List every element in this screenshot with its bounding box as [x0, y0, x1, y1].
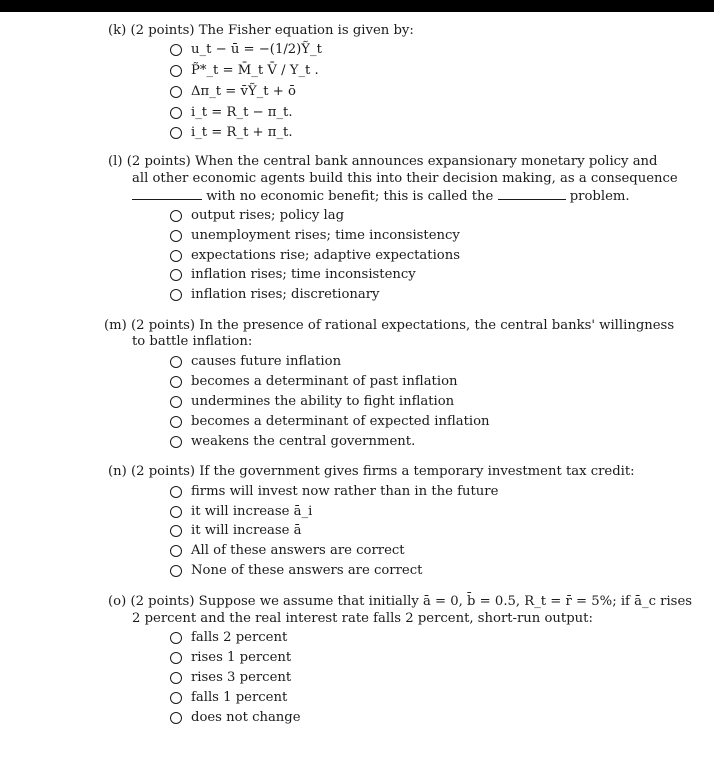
radio-button[interactable] — [170, 65, 182, 77]
radio-button[interactable] — [170, 44, 182, 56]
option-label: i_t = R_t + π_t. — [191, 125, 293, 140]
fill-blank — [132, 187, 202, 200]
option-label: output rises; policy lag — [191, 208, 345, 223]
option-l-5[interactable] — [170, 286, 380, 303]
radio-button[interactable] — [170, 86, 182, 98]
radio-button[interactable] — [170, 250, 182, 262]
option-m-5[interactable] — [170, 433, 415, 450]
option-n-4[interactable] — [170, 542, 405, 559]
option-k-4[interactable] — [170, 104, 293, 121]
option-label: unemployment rises; time inconsistency — [191, 228, 460, 243]
option-l-4[interactable] — [170, 266, 416, 283]
radio-button[interactable] — [170, 107, 182, 119]
question-text-cont — [132, 187, 630, 205]
option-o-5[interactable] — [170, 709, 301, 726]
radio-button[interactable] — [170, 230, 182, 242]
option-label: P̃*_t = M̄_t V̄ / Y_t . — [191, 63, 319, 78]
question-label: (n) — [108, 464, 127, 479]
option-label: it will increase ā_i — [191, 504, 313, 519]
option-n-5[interactable] — [170, 562, 422, 579]
option-label: weakens the central government. — [191, 434, 416, 449]
option-l-2[interactable] — [170, 227, 460, 244]
option-label: u_t − ū = −(1/2)Ỹ_t — [191, 42, 322, 57]
radio-button[interactable] — [170, 289, 182, 301]
option-label: rises 3 percent — [191, 670, 292, 685]
radio-button[interactable] — [170, 127, 182, 139]
option-label: causes future inflation — [191, 354, 342, 369]
option-label: rises 1 percent — [191, 650, 292, 665]
option-o-3[interactable] — [170, 669, 291, 686]
option-n-2[interactable] — [170, 503, 312, 520]
option-label: inflation rises; time inconsistency — [191, 267, 416, 282]
question-text-cont: all other economic agents build this into their decision making, as a consequence — [132, 171, 678, 186]
option-label: becomes a determinant of expected inflation — [191, 414, 490, 429]
radio-button[interactable] — [170, 506, 182, 518]
option-k-5[interactable] — [170, 124, 293, 141]
fill-blank — [498, 187, 566, 200]
option-o-2[interactable] — [170, 649, 291, 666]
radio-button[interactable] — [170, 545, 182, 557]
option-k-1[interactable] — [170, 41, 322, 58]
option-n-1[interactable] — [170, 483, 498, 500]
option-l-1[interactable] — [170, 207, 344, 224]
radio-button[interactable] — [170, 565, 182, 577]
option-o-1[interactable] — [170, 629, 287, 646]
question-text: (2 points) If the government gives firms a temporary investment tax credit: — [131, 464, 635, 479]
option-label: All of these answers are correct — [191, 543, 405, 558]
top-border-bar — [0, 0, 714, 12]
question-text: (2 points) Suppose we assume that initially ā = 0, b̄ = 0.5, R_t = r̄ = 5%; if ā_c rises — [130, 594, 693, 609]
option-label: firms will invest now rather than in the future — [191, 484, 499, 499]
radio-button[interactable] — [170, 269, 182, 281]
radio-button[interactable] — [170, 525, 182, 537]
question-label: (m) — [104, 318, 127, 333]
option-label: it will increase ā — [191, 523, 302, 538]
question-text: (2 points) When the central bank announces expansionary monetary policy and — [126, 154, 658, 169]
option-label: falls 1 percent — [191, 690, 288, 705]
option-label: Δπ_t = v̄Ỹ_t + ō — [191, 84, 296, 99]
option-label: becomes a determinant of past inflation — [191, 374, 458, 389]
radio-button[interactable] — [170, 210, 182, 222]
question-text-cont: to battle inflation: — [132, 334, 253, 349]
option-label: i_t = R_t − π_t. — [191, 105, 293, 120]
radio-button[interactable] — [170, 652, 182, 664]
radio-button[interactable] — [170, 376, 182, 388]
question-label: (k) — [108, 23, 127, 38]
option-l-3[interactable] — [170, 247, 460, 264]
question-text-cont: 2 percent and the real interest rate falls 2 percent, short-run output: — [132, 611, 593, 626]
question-label: (o) — [108, 594, 127, 609]
option-label: None of these answers are correct — [191, 563, 423, 578]
option-label: expectations rise; adaptive expectations — [191, 248, 460, 263]
radio-button[interactable] — [170, 692, 182, 704]
radio-button[interactable] — [170, 436, 182, 448]
option-m-1[interactable] — [170, 353, 341, 370]
option-label: undermines the ability to fight inflation — [191, 394, 455, 409]
radio-button[interactable] — [170, 396, 182, 408]
option-k-3[interactable] — [170, 83, 296, 100]
question-text: (2 points) In the presence of rational expectations, the central banks' willingness — [131, 318, 675, 333]
option-label: falls 2 percent — [191, 630, 288, 645]
option-m-2[interactable] — [170, 373, 458, 390]
radio-button[interactable] — [170, 416, 182, 428]
option-label: inflation rises; discretionary — [191, 287, 380, 302]
option-m-4[interactable] — [170, 413, 490, 430]
option-k-2[interactable] — [170, 62, 319, 79]
question-text: (2 points) The Fisher equation is given by: — [130, 23, 414, 38]
radio-button[interactable] — [170, 486, 182, 498]
option-label: does not change — [191, 710, 301, 725]
question-label: (l) — [108, 154, 123, 169]
question-text-fragment: problem. — [569, 189, 630, 204]
option-m-3[interactable] — [170, 393, 454, 410]
radio-button[interactable] — [170, 712, 182, 724]
radio-button[interactable] — [170, 356, 182, 368]
radio-button[interactable] — [170, 672, 182, 684]
option-o-4[interactable] — [170, 689, 287, 706]
option-n-3[interactable] — [170, 522, 302, 539]
question-text-fragment: with no economic benefit; this is called the — [206, 189, 494, 204]
radio-button[interactable] — [170, 632, 182, 644]
